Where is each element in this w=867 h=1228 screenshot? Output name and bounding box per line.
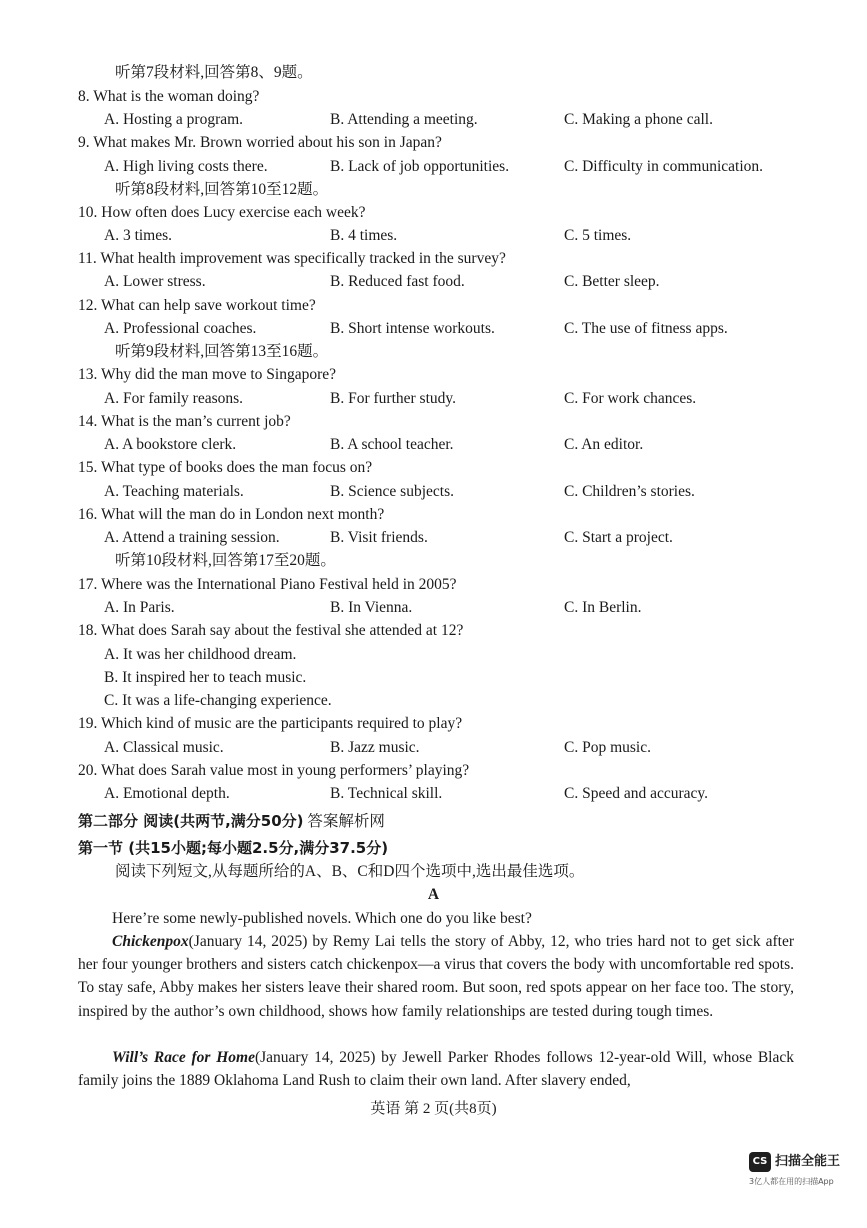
book-wills-race-paragraph xyxy=(78,1046,794,1092)
option-16b: B. Visit friends. xyxy=(330,529,428,546)
option-19a: A. Classical music. xyxy=(104,739,224,756)
option-14b: B. A school teacher. xyxy=(330,436,454,453)
part-two-title: 第二部分 阅读(共两节,满分50分) xyxy=(78,812,304,830)
option-9c: C. Difficulty in communication. xyxy=(564,158,764,175)
question-16: 16. What will the man do in London next month? xyxy=(78,506,385,523)
option-13b: B. For further study. xyxy=(330,390,456,407)
book-title-chickenpox: Chickenpox xyxy=(112,933,189,950)
option-10b: B. 4 times. xyxy=(330,227,398,244)
option-13c: C. For work chances. xyxy=(564,390,697,407)
reading-instructions: 阅读下列短文,从每题所给的A、B、C和D四个选项中,选出最佳选项。 xyxy=(115,863,585,880)
question-12: 12. What can help save workout time? xyxy=(78,297,316,314)
option-14c: C. An editor. xyxy=(564,436,644,453)
book-chickenpox-paragraph xyxy=(78,930,794,1023)
option-17a: A. In Paris. xyxy=(104,599,175,616)
section-heading-8: 听第8段材料,回答第10至12题。 xyxy=(115,181,329,198)
scanner-logo-icon: CS xyxy=(749,1152,771,1172)
part-two-note: 答案解析网 xyxy=(307,813,385,830)
option-9b: B. Lack of job opportunities. xyxy=(330,158,510,175)
option-18a: A. It was her childhood dream. xyxy=(104,646,297,663)
question-20: 20. What does Sarah value most in young performers’ playing? xyxy=(78,762,470,779)
option-15b: B. Science subjects. xyxy=(330,483,454,500)
option-17c: C. In Berlin. xyxy=(564,599,642,616)
question-15: 15. What type of books does the man focus on? xyxy=(78,459,373,476)
option-8b: B. Attending a meeting. xyxy=(330,111,478,128)
option-11c: C. Better sleep. xyxy=(564,273,660,290)
option-8c: C. Making a phone call. xyxy=(564,111,713,128)
book-description-wills-race: (January 14, 2025) by Jewell Parker Rhodes follows 12-year-old Will, whose Black family joins the 1889 Oklahoma Land Rush to claim their own land. After slavery ended, xyxy=(78,1049,794,1090)
book-title-wills-race: Will’s Race for Home xyxy=(112,1049,255,1066)
option-20c: C. Speed and accuracy. xyxy=(564,785,709,802)
option-18b: B. It inspired her to teach music. xyxy=(104,669,307,686)
passage-label: A xyxy=(427,886,440,903)
question-14: 14. What is the man’s current job? xyxy=(78,413,291,430)
question-10: 10. How often does Lucy exercise each week? xyxy=(78,204,366,221)
section-heading-10: 听第10段材料,回答第17至20题。 xyxy=(115,552,336,569)
option-11b: B. Reduced fast food. xyxy=(330,273,465,290)
section-heading-7: 听第7段材料,回答第8、9题。 xyxy=(115,64,313,81)
section-heading-9: 听第9段材料,回答第13至16题。 xyxy=(115,343,329,360)
option-10c: C. 5 times. xyxy=(564,227,632,244)
option-20a: A. Emotional depth. xyxy=(104,785,230,802)
section-one-heading: 第一节 (共15小题;每小题2.5分,满分37.5分) xyxy=(78,839,389,857)
option-9a: A. High living costs there. xyxy=(104,158,268,175)
option-19c: C. Pop music. xyxy=(564,739,651,756)
option-17b: B. In Vienna. xyxy=(330,599,413,616)
option-13a: A. For family reasons. xyxy=(104,390,244,407)
question-19: 19. Which kind of music are the participants required to play? xyxy=(78,715,463,732)
option-16a: A. Attend a training session. xyxy=(104,529,280,546)
option-12b: B. Short intense workouts. xyxy=(330,320,495,337)
option-15c: C. Children’s stories. xyxy=(564,483,695,500)
question-11: 11. What health improvement was specifically tracked in the survey? xyxy=(78,250,506,267)
question-17: 17. Where was the International Piano Festival held in 2005? xyxy=(78,576,457,593)
question-13: 13. Why did the man move to Singapore? xyxy=(78,366,336,383)
option-8a: A. Hosting a program. xyxy=(104,111,244,128)
question-9: 9. What makes Mr. Brown worried about his son in Japan? xyxy=(78,134,442,151)
option-10a: A. 3 times. xyxy=(104,227,173,244)
option-14a: A. A bookstore clerk. xyxy=(104,436,237,453)
option-11a: A. Lower stress. xyxy=(104,273,206,290)
question-18: 18. What does Sarah say about the festival she attended at 12? xyxy=(78,622,464,639)
scanner-logo-name: 扫描全能王 xyxy=(775,1154,841,1169)
book-description-chickenpox: (January 14, 2025) by Remy Lai tells the story of Abby, 12, who tries hard not to get sick after her four younger brothers and sisters catch chickenpox—a virus that covers the body with uncomfortable red spots. To stay safe, Abby makes her sisters leave their shared room. But soon, red spots appear on her face too. The story, inspired by the author’s own childhood, shows how family relationships are tested during tough times. xyxy=(78,933,794,1020)
option-20b: B. Technical skill. xyxy=(330,785,443,802)
scanner-logo-tagline: 3亿人都在用的扫描App xyxy=(749,1177,834,1186)
option-18c: C. It was a life-changing experience. xyxy=(104,692,332,709)
page-footer: 英语 第 2 页(共8页) xyxy=(370,1101,497,1117)
passage-intro: Here’re some newly-published novels. Which one do you like best? xyxy=(112,910,532,927)
option-12c: C. The use of fitness apps. xyxy=(564,320,728,337)
scanner-logo xyxy=(749,1150,859,1210)
option-12a: A. Professional coaches. xyxy=(104,320,257,337)
question-8: 8. What is the woman doing? xyxy=(78,88,260,105)
option-19b: B. Jazz music. xyxy=(330,739,420,756)
option-16c: C. Start a project. xyxy=(564,529,673,546)
part-two-heading xyxy=(78,811,385,832)
option-15a: A. Teaching materials. xyxy=(104,483,244,500)
